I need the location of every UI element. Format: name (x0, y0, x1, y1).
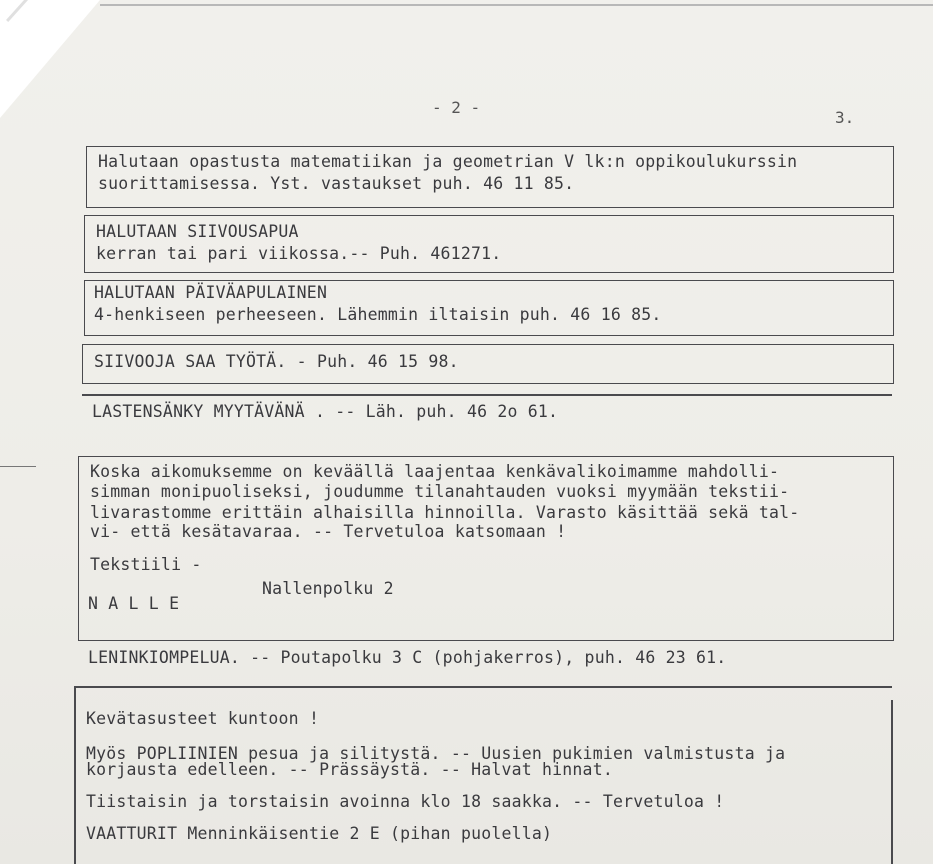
ad-cleaning-title: HALUTAAN SIIVOUSAPUA (96, 222, 299, 241)
ad-tailors-line-2: korjausta edelleen. -- Prässäystä. -- Halvat hinnat. (86, 760, 613, 779)
ad-crib-text: LASTENSÄNKY MYYTÄVÄNÄ . -- Läh. puh. 46 2o 61. (92, 402, 559, 421)
ad-nalle-line-3: livarastomme erittäin alhaisilla hinnoilla. Varasto käsittää sekä tal- (90, 503, 800, 522)
ad-nalle-textile-label: Tekstiili - (90, 555, 202, 574)
margin-mark (0, 466, 36, 467)
ad-crib-separator (82, 394, 892, 396)
ad-nalle-address: Nallenpolku 2 (262, 579, 394, 598)
ad-nalle-line-1: Koska aikomuksemme on keväällä laajentaa kenkävalikoimamme mahdolli- (90, 462, 780, 481)
ad-dayhelper-text: 4-henkiseen perheeseen. Lähemmin iltaisin puh. 46 16 85. (94, 305, 662, 324)
ad-tailors-heading: Kevätasusteet kuntoon ! (86, 709, 320, 728)
page-number-right: 3. (835, 108, 855, 127)
folded-corner (0, 0, 100, 118)
ad-tutoring-line-1: Halutaan opastusta matematiikan ja geometrian V lk:n oppikoulukurssin (98, 152, 798, 171)
ad-tailors-hours: Tiistaisin ja torstaisin avoinna klo 18 saakka. -- Tervetuloa ! (86, 792, 725, 811)
ad-tailors-top-line (74, 686, 892, 688)
top-edge-line (100, 4, 933, 6)
ad-nalle-shop-name: N A L L E (88, 594, 180, 613)
ad-tailors-line-1: Myös POPLIINIEN pesua ja silitystä. -- Uusien pukimien valmistusta ja (86, 744, 786, 763)
ad-tutoring-line-2: suorittamisessa. Yst. vastaukset puh. 46 11 85. (98, 174, 575, 193)
ad-dressmaking-text: LENINKIOMPELUA. -- Poutapolku 3 C (pohjakerros), puh. 46 23 61. (88, 648, 727, 667)
ad-tailors-right-line (891, 700, 893, 864)
ad-dayhelper-title: HALUTAAN PÄIVÄAPULAINEN (94, 283, 328, 302)
ad-cleaner-text: SIIVOOJA SAA TYÖTÄ. - Puh. 46 15 98. (94, 352, 459, 371)
ad-nalle-line-4: vi- että kesätavaraa. -- Tervetuloa katsomaan ! (90, 522, 567, 541)
ad-tailors-left-line (74, 686, 76, 864)
ad-cleaning-text: kerran tai pari viikossa.-- Puh. 461271. (96, 244, 502, 263)
ad-nalle-line-2: simman monipuoliseksi, joudumme tilanahtauden vuoksi myymään tekstii- (90, 482, 790, 501)
page-number-left: - 2 - (432, 98, 481, 117)
ad-tailors-address: VAATTURIT Menninkäisentie 2 E (pihan puolella) (86, 824, 553, 843)
